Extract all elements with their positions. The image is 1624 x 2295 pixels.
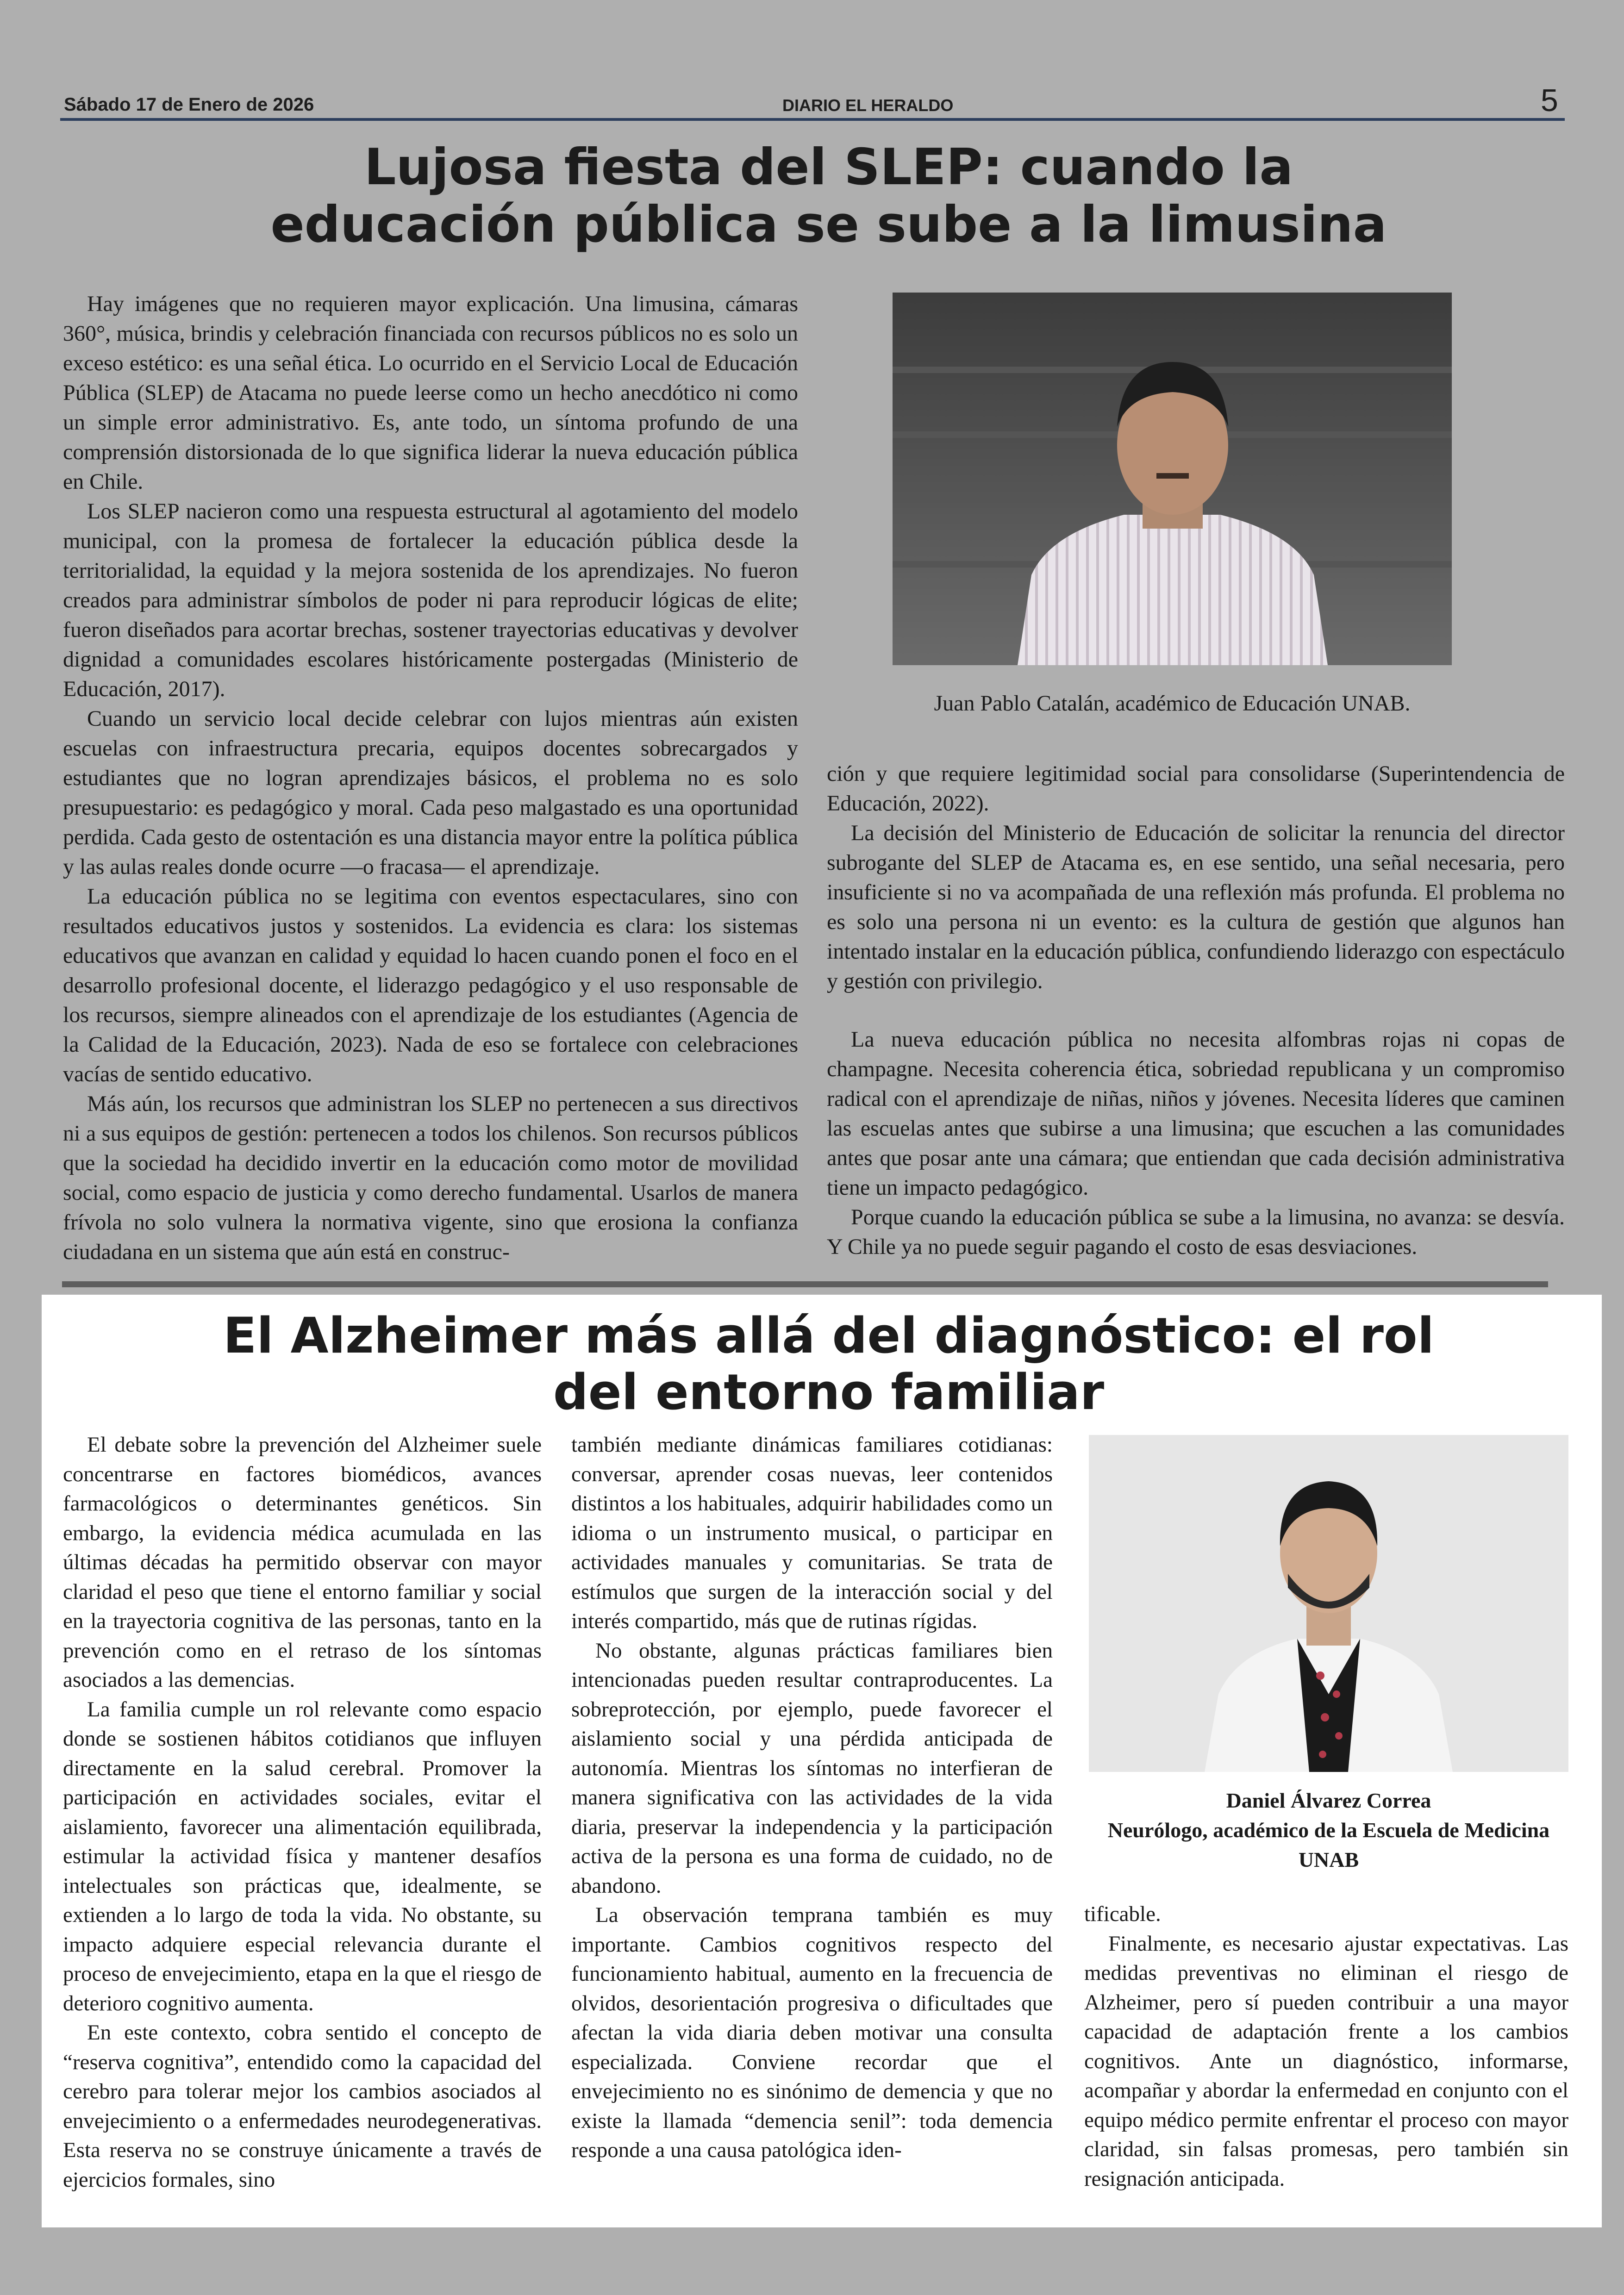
article2-photo <box>1089 1435 1568 1772</box>
page-number: 5 <box>1541 83 1558 118</box>
article1-paragraph: La decisión del Ministerio de Educación de solicitar la renuncia del director subrogante del SLEP de Atacama es, en ese sentido, una señal necesaria, pero insuficiente si no va acompañada de una reflexión más profunda. El problema no es solo una persona ni un evento: es la cultura de gestión que algunos han intentado instalar en la educación pública, confundiendo liderazgo con espectáculo y gestión con privilegio. <box>827 821 1565 993</box>
article1-paragraph: Porque cuando la educación pública se sube a la limusina, no avanza: se desvía. Y Chile ya no puede seguir pagando el costo de esas desviaciones. <box>827 1205 1565 1259</box>
article2-paragraph: No obstante, algunas prácticas familiares bien intencionadas pueden resultar contraproducentes. La sobreprotección, por ejemplo, puede favorecer el aislamiento social y una pérdida anticipada de autonomía. Mientras los síntomas no interfieran de manera significativa con las actividades de la vida diaria, preservar la independencia y la participación activa de la persona es una forma de cuidado, no de abandono. <box>571 1638 1053 1898</box>
article2-paragraph: La familia cumple un rol relevante como espacio donde se sostienen hábitos cotidianos que influyen directamente en la salud cerebral. Promover la participación en actividades sociales, evitar el aislamiento, favorecer una alimentación equilibrada, estimular la actividad física y mantener desafíos intelectuales son prácticas que, idealmente, se extienden a lo largo de toda la vida. No obstante, su impacto adquiere especial relevancia durante el proceso de envejecimiento, etapa en la que el riesgo de deterioro cognitivo aumenta. <box>63 1697 542 2015</box>
portrait-photo-man-striped-shirt <box>893 293 1452 665</box>
article2-column-3 <box>1084 1900 1568 2219</box>
article1-title: Lujosa fiesta del SLEP: cuando la educación pública se sube a la limusina <box>270 138 1387 254</box>
article2-paragraph: En este contexto, cobra sentido el concepto de “reserva cognitiva”, entendido como la capacidad del cerebro para tolerar mejor los cambios asociados al envejecimiento o a enfermedades neurodegenerativas. Esta reserva no se construye únicamente a través de ejercicios formales, sino <box>63 2021 542 2192</box>
newspaper-name: DIARIO EL HERALDO <box>782 96 954 115</box>
article1-paragraph: Cuando un servicio local decide celebrar con lujos mientras aún existen escuelas con infraestructura precaria, equipos docentes sobrecargados y estudiantes que no logran aprendizajes básicos, el problema no es solo presupuestario: es pedagógico y moral. Cada peso malgastado es una oportunidad perdida. Cada gesto de ostentación es una distancia mayor entre la política pública y las aulas reales donde ocurre —o fracasa— el aprendizaje. <box>63 706 798 879</box>
article1-paragraph: La educación pública no se legitima con eventos espectaculares, sino con resultados educativos justos y sostenidos. La evidencia es clara: los sistemas educativos que avanzan en calidad y equidad lo hacen cuando ponen el foco en el desarrollo profesional docente, el liderazgo pedagógico y el uso responsable de los recursos, siempre alineados con el aprendizaje de los estudiantes (Agencia de la Calidad de la Educación, 2023). Nada de eso se fortalece con celebraciones vacías de sentido educativo. <box>63 884 798 1086</box>
article1-photo-caption: Juan Pablo Catalán, académico de Educación UNAB. <box>934 691 1411 716</box>
section-divider <box>62 1281 1548 1287</box>
article2-paragraph: también mediante dinámicas familiares cotidianas: conversar, aprender cosas nuevas, leer contenidos distintos a los habituales, adquirir habilidades como un idioma o un instrumento musical, o participar en actividades manuales y comunitarias. Se trata de estímulos que surgen de la interacción social y del interés compartido, más que de rutinas rígidas. <box>571 1433 1053 1633</box>
article2-paragraph: El debate sobre la prevención del Alzheimer suele concentrarse en factores biomédicos, avances farmacológicos o determinantes genéticos. Sin embargo, la evidencia médica acumulada en las últimas décadas ha permitido observar con mayor claridad el peso que tiene el entorno familiar y social en la trayectoria cognitiva de las personas, tanto en la prevención como en el retraso de los síntomas asociados a las demencias. <box>63 1433 542 1692</box>
article1-paragraph: Los SLEP nacieron como una respuesta estructural al agotamiento del modelo municipal, con la promesa de fortalecer la educación pública desde la territorialidad, la equidad y la mejora sostenida de los aprendizajes. No fueron creados para administrar símbolos de poder ni para reproducir lógicas de elite; fueron diseñados para acortar brechas, sostener trayectorias educativas y devolver dignidad a comunidades escolares históricamente postergadas (Ministerio de Educación, 2017). <box>63 499 798 701</box>
article1-paragraph: Más aún, los recursos que administran los SLEP no pertenecen a sus directivos ni a sus equipos de gestión: pertenecen a todos los chilenos. Son recursos públicos que la sociedad ha decidido invertir en la educación como motor de movilidad social, como espacio de justicia y como derecho fundamental. Usarlos de manera frívola no solo vulnera la normativa vigente, sino que erosiona la confianza ciudadana en un sistema que aún está en construc- <box>63 1091 798 1264</box>
caption-role: Neurólogo, académico de la Escuela de Medicina UNAB <box>1107 1818 1550 1871</box>
article2-column-2 <box>571 1430 1053 2217</box>
article1-paragraph: ción y que requiere legitimidad social para consolidarse (Superintendencia de Educación, 2022). <box>827 761 1565 816</box>
article2-paragraph: Finalmente, es necesario ajustar expectativas. Las medidas preventivas no eliminan el riesgo de Alzheimer, pero sí pueden contribuir a una mayor capacidad de adaptación frente a los cambios cognitivos. Ante un diagnóstico, informarse, acompañar y abordar la enfermedad en conjunto con el equipo médico permite enfrentar el proceso con mayor claridad, sin falsas promesas, pero también sin resignación anticipada. <box>1084 1931 1568 2191</box>
article2-column-1 <box>63 1430 542 2217</box>
article2-title: El Alzheimer más allá del diagnóstico: el rol del entorno familiar <box>223 1307 1435 1421</box>
caption-name: Daniel Álvarez Correa <box>1226 1789 1431 1812</box>
article1-paragraph: La nueva educación pública no necesita alfombras rojas ni copas de champagne. Necesita coherencia ética, sobriedad republicana y un compromiso radical con el aprendizaje de niñas, niños y jóvenes. Necesita líderes que caminen las escuelas antes que subirse a una limusina; que escuchen a las comunidades antes que posar ante una cámara; que entiendan que cada decisión administrativa tiene un impacto pedagógico. <box>827 1027 1565 1200</box>
article1-left-column <box>63 289 798 1271</box>
article1-photo <box>893 293 1452 665</box>
article2-photo-caption <box>1089 1786 1568 1875</box>
issue-date: Sábado 17 de Enero de 2026 <box>64 94 314 115</box>
article1-right-column <box>827 759 1565 1273</box>
article2-paragraph: tificable. <box>1084 1902 1161 1926</box>
article1-paragraph: Hay imágenes que no requieren mayor explicación. Una limusina, cámaras 360°, música, brindis y celebración financiada con recursos públicos no es solo un exceso estético: es una señal ética. Lo ocurrido en el Servicio Local de Educación Pública (SLEP) de Atacama no puede leerse como un hecho anecdótico ni como un simple error administrativo. Es, ante todo, un síntoma profundo de una comprensión distorsionada de lo que significa liderar la nueva educación pública en Chile. <box>63 292 798 494</box>
portrait-photo-man-white-coat <box>1089 1435 1568 1772</box>
article2-paragraph: La observación temprana también es muy importante. Cambios cognitivos respecto del funcionamiento habitual, aumento en la frecuencia de olvidos, desorientación progresiva o dificultades que afectan la vida diaria deben motivar una consulta especializada. Conviene recordar que el envejecimiento no es sinónimo de demencia y que no existe la llamada “demencia senil”: toda demencia responde a una causa patológica iden- <box>571 1903 1053 2162</box>
header-rule <box>60 118 1565 121</box>
